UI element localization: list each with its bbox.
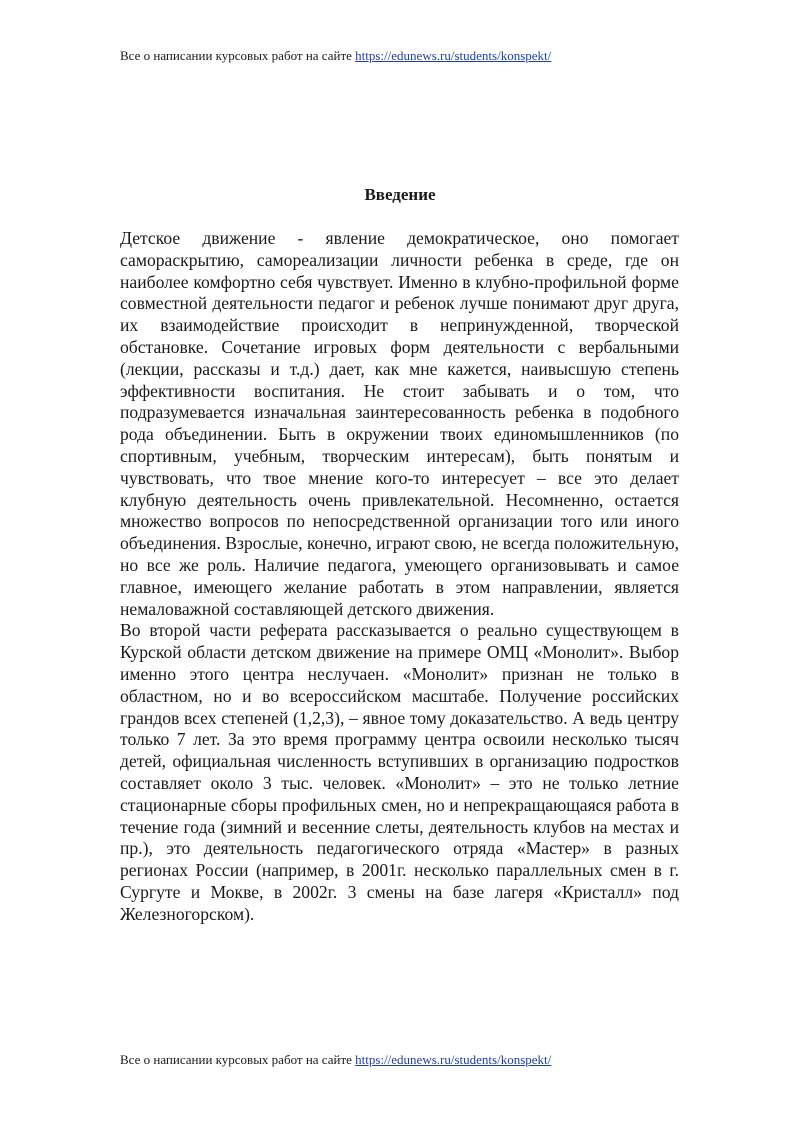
- page-footer: [120, 1052, 551, 1068]
- document-body: [120, 228, 679, 926]
- paragraph-1: Детское движение - явление демократическое, оно помогает самораскрытию, самореализации личности ребенка в среде, где он наиболее комфортно себя чувствует. Именно в клубно-профильной форме совместной деятельности педагог и ребенок лучше понимают друг друга, их взаимодействие происходит в непринужденной, творческой обстановке. Сочетание игровых форм деятельности с вербальными (лекции, рассказы и т.д.) дает, как мне кажется, наивысшую степень эффективности воспитания. Не стоит забывать и о том, что подразумевается изначальная заинтересованность ребенка в подобного рода объединении. Быть в окружении твоих единомышленников (по спортивным, учебным, творческим интересам), быть понятым и чувствовать, что твое мнение кого-то интересует – все это делает клубную деятельность очень привлекательной. Несомненно, остается множество вопросов по непосредственной организации того или иного объединения. Взрослые, конечно, играют свою, не всегда положительную, но все же роль. Наличие педагога, умеющего организовывать и самое главное, имеющего желание работать в этом направлении, является немаловажной составляющей детского движения.: [120, 228, 679, 619]
- footer-link[interactable]: https://edunews.ru/students/konspekt/: [355, 1052, 552, 1067]
- paragraph-2: Во второй части реферата рассказывается о реально существующем в Курской области детском движение на примере ОМЦ «Монолит». Выбор именно этого центра неслучаен. «Монолит» признан не только в областном, но и во всероссийском масштабе. Получение российских грандов всех степеней (1,2,3), – явное тому доказательство. А ведь центру только 7 лет. За это время программу центра освоили несколько тысяч детей, официальная численность вступивших в организацию подростков составляет около 3 тыс. человек. «Монолит» – это не только летние стационарные сборы профильных смен, но и непрекращающаяся работа в течение года (зимний и весенние слеты, деятельность клубов на местах и пр.), это деятельность педагогического отряда «Мастер» в разных регионах России (например, в 2001г. несколько параллельных смен в г. Сургуте и Мокве, в 2002г. 3 смены на базе лагеря «Кристалл» под Железногорском).: [120, 620, 679, 924]
- page-header: [120, 48, 551, 64]
- page-title: Введение: [364, 185, 436, 204]
- footer-text: Все о написании курсовых работ на сайте: [120, 1052, 356, 1067]
- header-text: Все о написании курсовых работ на сайте: [120, 48, 356, 63]
- header-link[interactable]: https://edunews.ru/students/konspekt/: [355, 48, 552, 63]
